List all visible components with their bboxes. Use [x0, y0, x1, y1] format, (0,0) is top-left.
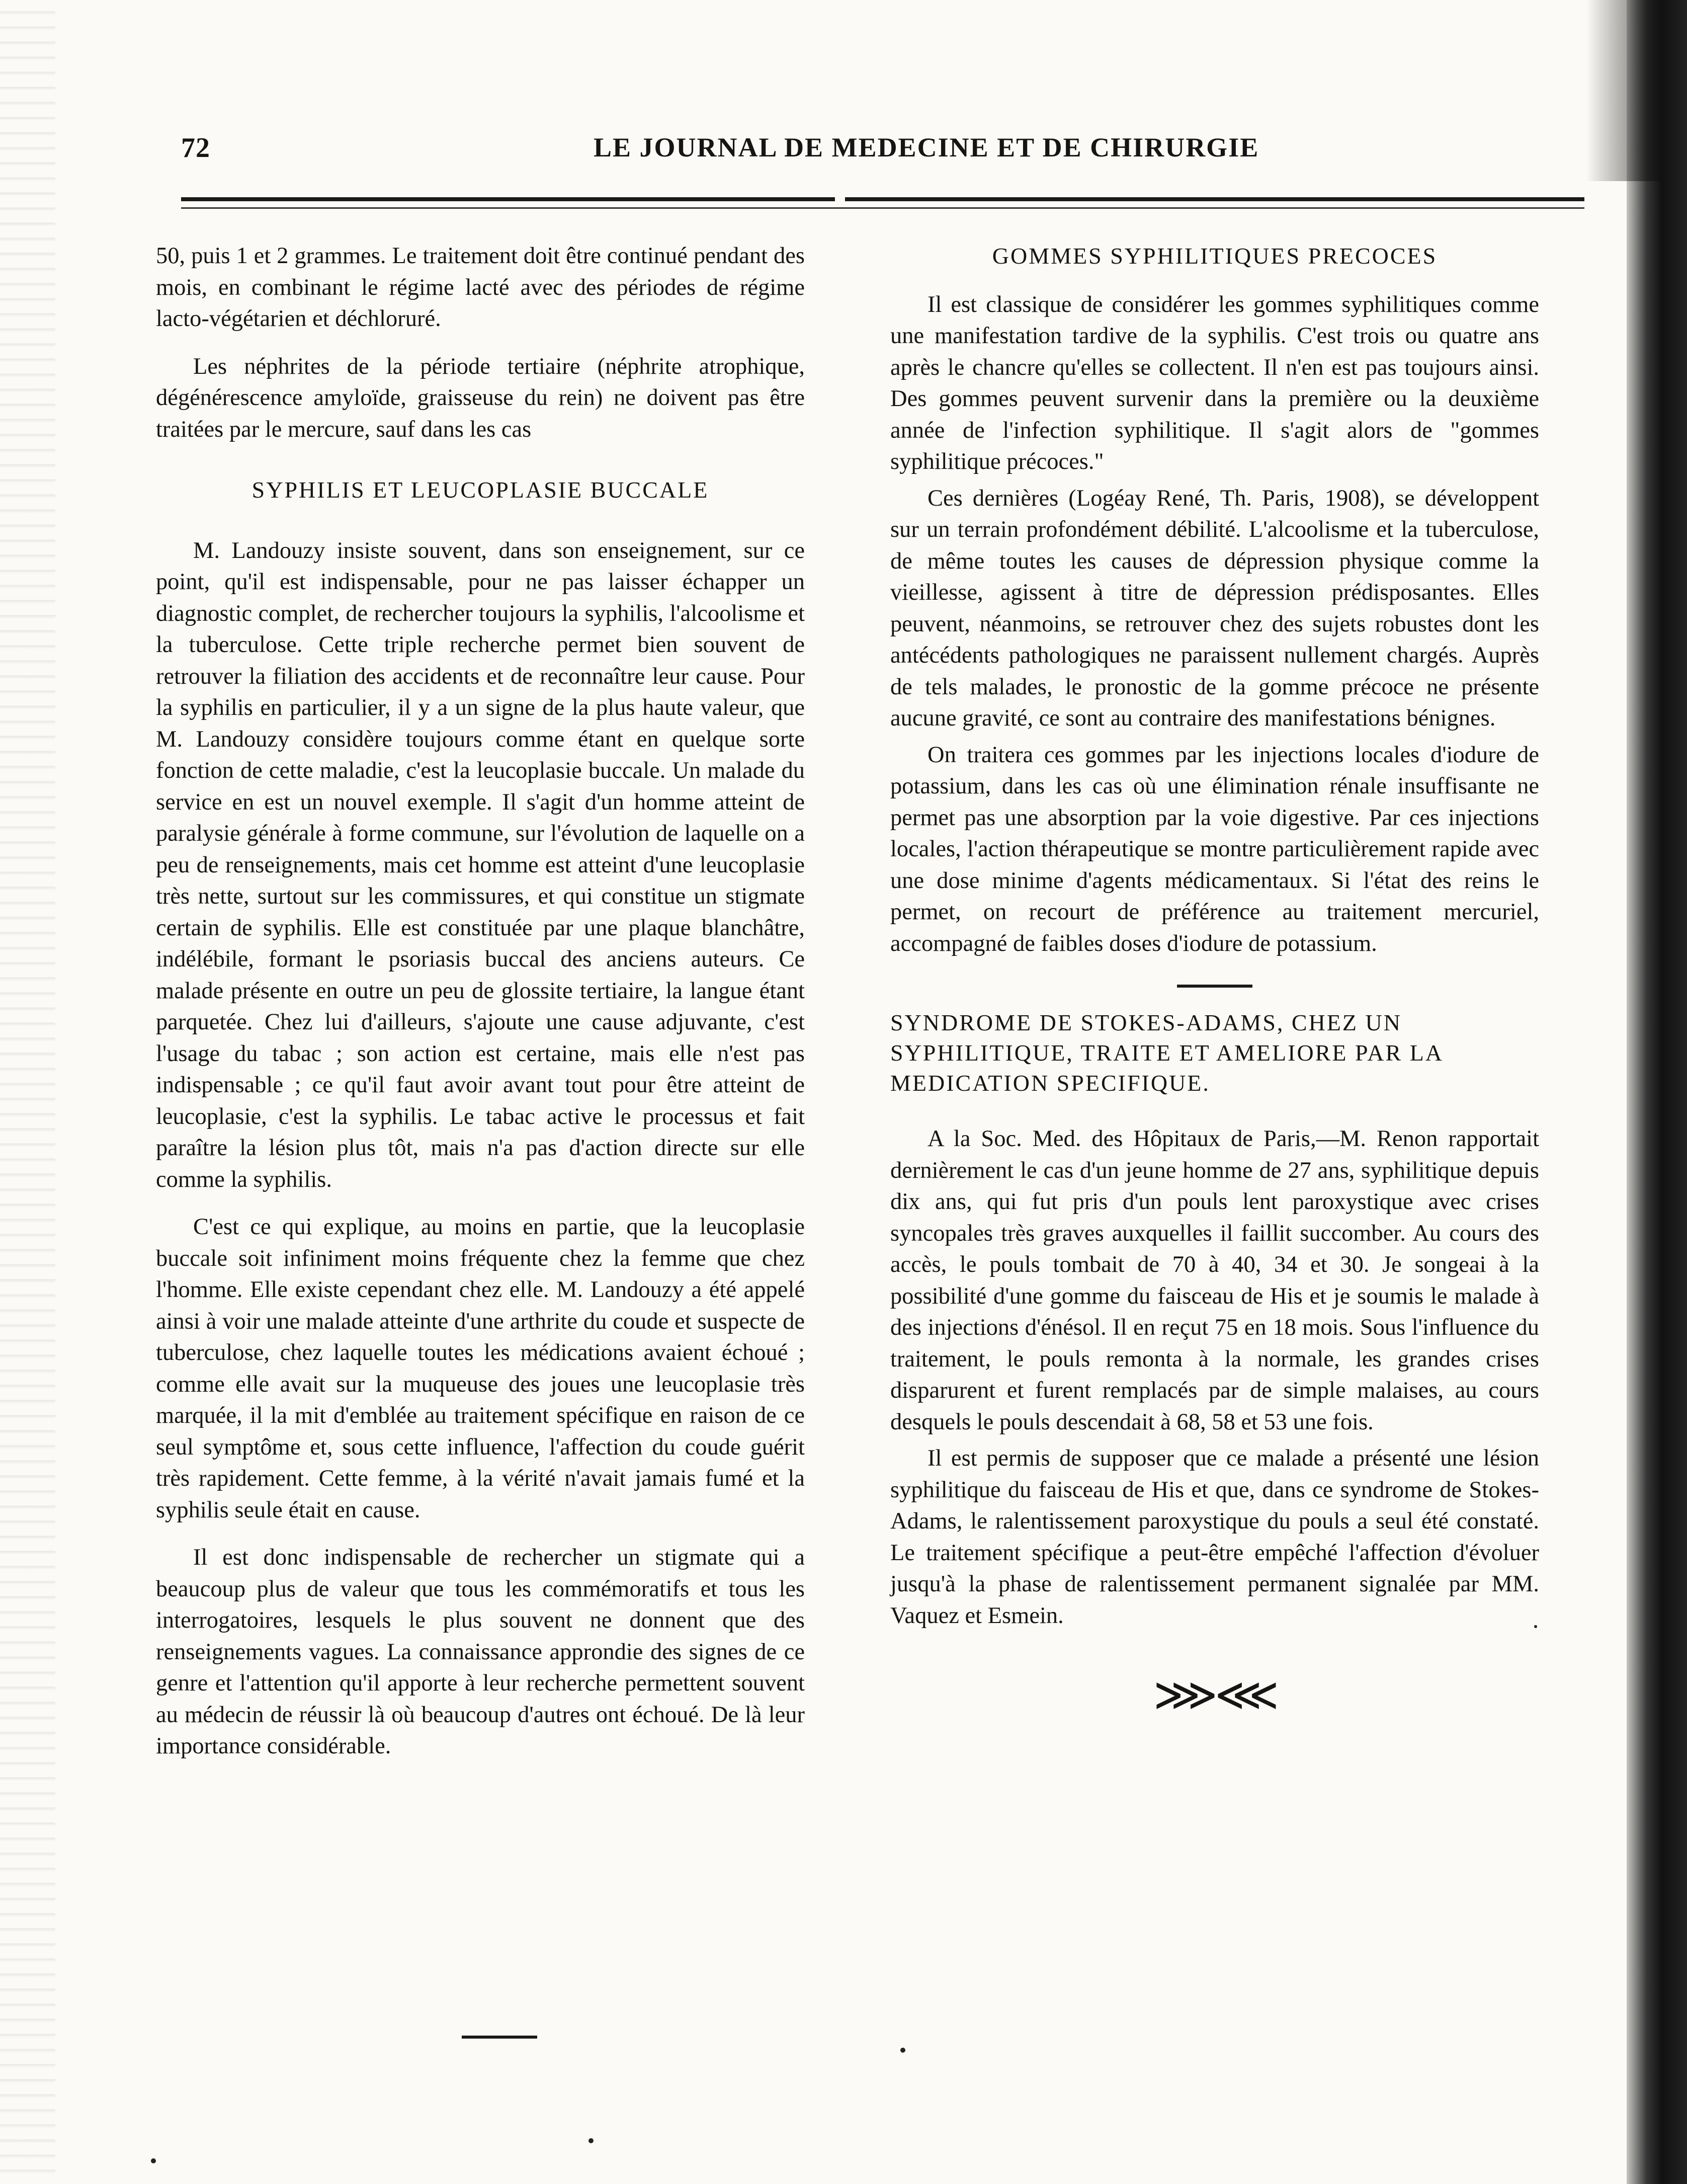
left-column — [156, 240, 805, 1762]
right-column — [890, 240, 1539, 1720]
page-number: 72 — [181, 132, 210, 164]
paragraph: Ces dernières (Logéay René, Th. Paris, 1908), se développent sur un terrain profondément débilité. L'alcoolisme et la tuberculose, de même toutes les causes de dépression physique comme la vieillesse, agissent à titre de dépression prédisposantes. Elles peuvent, néanmoins, se retrouver chez des sujets robustes dont les antécédents pathologiques ne paraissent nullement chargés. Auprès de tels malades, le pronostic de la gomme précoce ne présente aucune gravité, ce sont au contraire des manifestations bénignes. — [890, 485, 1539, 731]
scan-left-edge — [0, 0, 55, 2184]
page-header — [181, 132, 1479, 177]
paragraph: Il est classique de considérer les gommes syphilitiques comme une manifestation tardive de la syphilis. C'est trois ou quatre ans après le chancre qu'elles se collectent. Il n'en est pas toujours ainsi. Des gommes peuvent survenir dans la première ou la deuxième année de l'infection syphilitique. Il s'agit alors de "gommes syphilitique précoces." — [890, 291, 1539, 474]
header-rule-thin — [181, 207, 1584, 209]
scan-right-edge — [1627, 0, 1687, 2184]
end-divider — [462, 2036, 537, 2039]
scan-speck — [900, 2048, 905, 2053]
paragraph: Il est permis de supposer que ce malade a présenté une lésion syphilitique du faisceau de His et que, dans ce syndrome de Stokes-Adams, le ralentissement paroxystique du pouls a seul été constaté. Le traitement spécifique a peut-être empêché l'affection d'évoluer jusqu'à la phase de ralentissement permanent signalée par MM. Vaquez et Esmein. — [890, 1445, 1539, 1629]
header-rule-left — [181, 197, 835, 201]
scan-speck — [1534, 1625, 1537, 1628]
section-heading-stokes-adams: SYNDROME DE STOKES-ADAMS, CHEZ UN SYPHILITIQUE, TRAITE ET AMELIORE PAR LA MEDICATION SPECIFIQUE. — [890, 1010, 1443, 1096]
ornament-icon: ⋙⋘ — [1153, 1670, 1277, 1720]
paragraph: A la Soc. Med. des Hôpitaux de Paris,—M. Renon rapportait dernièrement le cas d'un jeune homme de 27 ans, syphilitique depuis dix ans, qui fut pris d'un pouls lent paroxystique avec crises syncopales très graves auxquelles il faillit succomber. Au cours des accès, le pouls tombait de 70 à 40, 34 et 30. Je songeai à la possibilité d'une gomme du faisceau de His et je soumis le malade à des injections d'énésol. Il en reçut 75 en 18 mois. Sous l'influence du traitement, le pouls remonta à la normale, les grandes crises disparurent et furent remplacés par de simple malaises, au cours desquels le pouls descendait à 68, 58 et 53 une fois. — [890, 1126, 1539, 1435]
running-title: LE JOURNAL DE MEDECINE ET DE CHIRURGIE — [594, 132, 1259, 163]
paragraph: On traitera ces gommes par les injections locales d'iodure de potassium, dans les cas où une élimination rénale insuffisante ne permet pas une absorption par la voie digestive. Par ces injections locales, l'action thérapeutique se montre particulièrement rapide avec une dose minime d'agents médicamentaux. Si l'état des reins le permet, on recourt de préférence au traitement mercuriel, accompagné de faibles doses d'iodure de potassium. — [890, 742, 1539, 956]
section-divider — [1177, 985, 1252, 988]
header-rule-right — [845, 197, 1584, 201]
paragraph: Les néphrites de la période tertiaire (néphrite atrophique, dégénérescence amyloïde, graisseuse du rein) ne doivent pas être traitées par le mercure, sauf dans les cas — [156, 353, 805, 442]
paragraph: M. Landouzy insiste souvent, dans son enseignement, sur ce point, qu'il est indispensable, pour ne pas laisser échapper un diagnostic complet, de rechercher toujours la syphilis, l'alcoolisme et la tuberculose. Cette triple recherche permet bien souvent de retrouver la filiation des accidents et de reconnaître leur cause. Pour la syphilis en particulier, il y a un signe de la plus haute valeur, que M. Landouzy considère toujours comme étant en quelque sorte fonction de cette maladie, c'est la leucoplasie buccale. Un malade du service en est un nouvel exemple. Il s'agit d'un homme atteint de paralysie générale à forme commune, sur l'évolution de laquelle on a peu de renseignements, mais cet homme est atteint d'une leucoplasie très nette, surtout sur les commissures, et qui constitue un stigmate certain de syphilis. Elle est constituée par une plaque blanchâtre, indélébile, formant le psoriasis buccal des anciens auteurs. Ce malade présente en outre un peu de glossite tertiaire, la langue étant parquetée. Chez lui d'ailleurs, s'ajoute une cause adjuvante, c'est l'usage du tabac ; son action est certaine, mais elle n'est pas indispensable ; ce qu'il faut avoir avant tout pour être atteint de leucoplasie, c'est la syphilis. Le tabac active le processus et fait paraître la lésion plus tôt, mais n'a pas d'action directe sur elle comme la syphilis. — [156, 537, 805, 1192]
paragraph: 50, puis 1 et 2 grammes. Le traitement doit être continué pendant des mois, en combinant le régime lacté avec des périodes de régime lacto-végétarien et déchloruré. — [156, 243, 805, 332]
section-heading-leucoplasie: SYPHILIS ET LEUCOPLASIE BUCCALE — [251, 477, 709, 503]
section-heading-gommes: GOMMES SYPHILITIQUES PRECOCES — [992, 243, 1438, 269]
scan-speck — [588, 2138, 594, 2143]
scan-speck — [151, 2158, 156, 2163]
paragraph: C'est ce qui explique, au moins en partie, que la leucoplasie buccale soit infiniment moins fréquente chez la femme que chez l'homme. Elle existe cependant chez elle. M. Landouzy a été appelé ainsi à voir une malade atteinte d'une arthrite du coude et suspecte de tuberculose, chez laquelle toutes les médications avaient échoué ; comme elle avait sur la muqueuse des joues une leucoplasie très marquée, il la mit d'emblée au traitement spécifique en raison de ce seul symptôme et, sous cette influence, l'affection du coude guérit très rapidement. Cette femme, à la vérité n'avait jamais fumé et la syphilis seule était en cause. — [156, 1214, 805, 1523]
paragraph: Il est donc indispensable de rechercher un stigmate qui a beaucoup plus de valeur que tous les commémoratifs et tous les interrogatoires, lesquels le plus souvent ne donnent que des renseignements vagues. La connaissance approndie des signes de ce genre et l'attention qu'il apporte à leur recherche permettent souvent au médecin de réussir là où beaucoup d'autres ont échoué. De là leur importance considérable. — [156, 1545, 805, 1759]
